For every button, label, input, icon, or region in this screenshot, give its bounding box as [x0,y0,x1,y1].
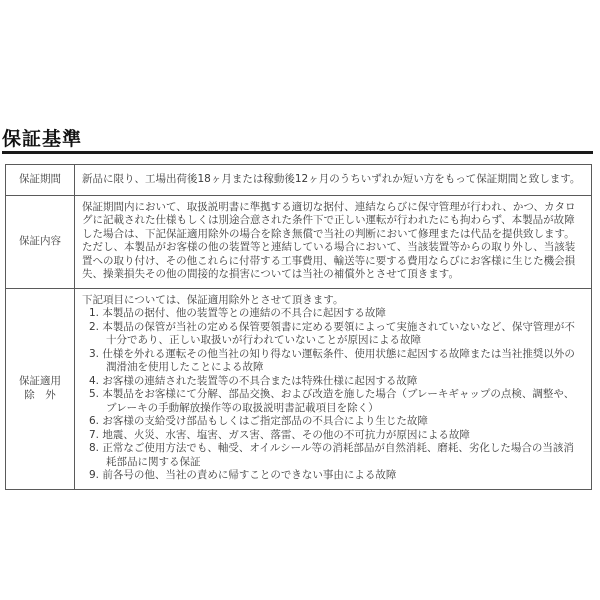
exclusion-label-line1: 保証適用 [19,375,61,387]
exclusion-item-2: 2. 本製品の保管が当社の定める保管要領書に定める要領によって実施されていないなど、保守管理が不十分であり、正しい取扱いが行われていないことが原因による故障 [89,320,575,346]
exclusion-item-6: 6. お客様の支給受け部品もしくはご指定部品の不具合により生じた故障 [89,415,428,427]
exclusion-item-1: 1. 本製品の据付、他の装置等との連結の不具合に起因する故障 [89,307,386,319]
exclusion-item-7: 7. 地震、火災、水害、塩害、ガス害、落雷、その他の不可抗力が原因による故障 [89,428,470,441]
exclusion-item-9: 9. 前各号の他、当社の責めに帰すことのできない事由による故障 [89,469,397,481]
row-content-warranty-period [75,165,591,195]
row-label-warranty-coverage: 保証内容 [6,196,75,288]
exclusions-intro: 下記項目については、保証適用除外とさせて頂きます。 [82,293,344,306]
exclusion-item-4: 4. お客様の連結された装置等の不具合または特殊仕様に起因する故障 [89,374,418,387]
row-content-warranty-exclusions [75,289,591,489]
table-row-warranty-coverage [6,196,591,289]
table-row-warranty-exclusions [6,289,591,489]
page-title: 保証基準 [2,128,83,150]
table-row-warranty-period [6,165,591,196]
exclusion-label-line2: 除 外 [24,388,56,401]
row-label-warranty-exclusions [6,289,75,489]
warranty-table [5,164,592,490]
row-label-warranty-period: 保証期間 [6,165,75,195]
exclusion-item-8: 8. 正常なご使用方法でも、軸受、オイルシール等の消耗部品が自然消耗、磨耗、劣化した場合の当該消耗部品に関する保証 [89,442,574,468]
row-content-warranty-coverage [75,196,591,288]
warranty-period-text: 新品に限り、工場出荷後18ヶ月または稼動後12ヶ月のうちいずれか短い方をもって保証期間と致します。 [82,173,581,185]
exclusion-item-5: 5. 本製品をお客様にて分解、部品交換、および改造を施した場合（ブレーキギャップの点検、調整や、ブレーキの手動解放操作等の取扱説明書記載項目を除く） [89,388,575,414]
exclusion-item-3: 3. 仕様を外れる運転その他当社の知り得ない運転条件、使用状態に起因する故障または当社推奨以外の潤滑油を使用したことによる故障 [89,347,575,373]
exclusion-list [82,307,584,483]
warranty-coverage-text: 保証期間内において、取扱説明書に準拠する適切な据付、連結ならびに保守管理が行われ、かつ、カタログに記載された仕様もしくは別途合意された条件下で正しい運転が行われたにも拘わらず、本製品が故障した場合は、下記保証適用除外の場合を除き無償で当社の判断において修理または代品を提供致します。ただし、本製品がお客様の他の装置等と連結している場合において、当該装置等からの取り外し、当該装置への取り付け、その他これらに付帯する工事費用、輸送等に要する費用ならびにお客様に生じた機会損失、操業損失その他の間接的な損害については当社の補償外とさせて頂きます。 [82,200,576,280]
title-underline [2,151,593,154]
